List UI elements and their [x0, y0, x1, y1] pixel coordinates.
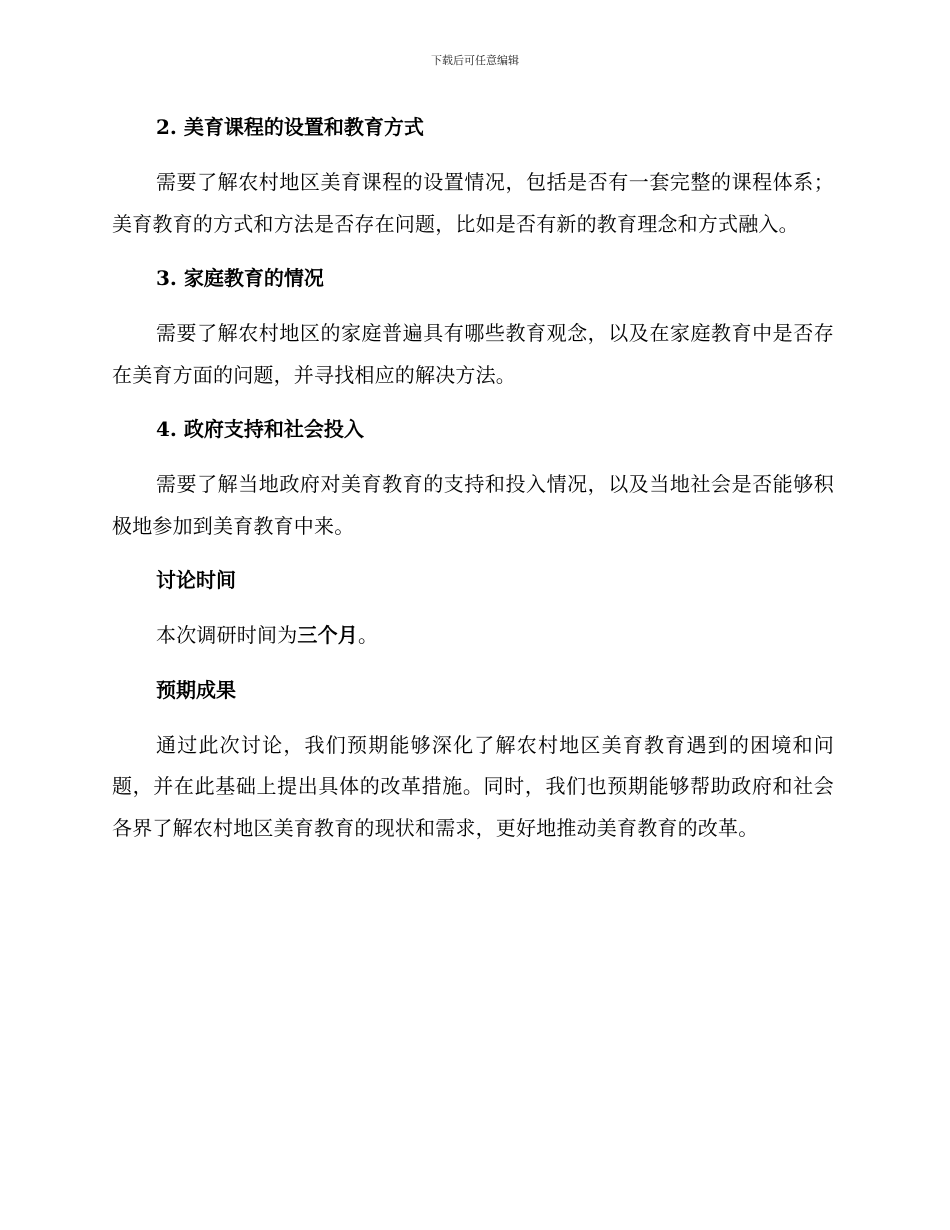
section-paragraph-curriculum: 需要了解农村地区美育课程的设置情况，包括是否有一套完整的课程体系；美育教育的方式和方法是否存在问题，比如是否有新的教育理念和方式融入。 [112, 170, 834, 236]
section-heading-family: 3. 家庭教育的情况 [156, 266, 324, 290]
document-body [112, 108, 834, 849]
time-text-duration: 三个月 [297, 623, 359, 647]
section-heading-time: 讨论时间 [156, 568, 236, 592]
section-heading-government: 4. 政府支持和社会投入 [156, 417, 364, 441]
time-text-suffix: 。 [358, 623, 379, 647]
section-paragraph-government: 需要了解当地政府对美育教育的支持和投入情况，以及当地社会是否能够积极地参加到美育教育中来。 [112, 472, 834, 538]
section-heading-curriculum: 2. 美育课程的设置和教育方式 [156, 115, 424, 139]
section-heading-results: 预期成果 [156, 677, 236, 702]
time-text-prefix: 本次调研时间为 [156, 623, 298, 647]
section-paragraph-time [112, 615, 834, 657]
section-paragraph-family: 需要了解农村地区的家庭普遍具有哪些教育观念，以及在家庭教育中是否存在美育方面的问题，并寻找相应的解决方法。 [112, 321, 834, 387]
page-header: 下载后可任意编辑 [431, 54, 519, 67]
section-paragraph-results: 通过此次讨论，我们预期能够深化了解农村地区美育教育遇到的困境和问题，并在此基础上提出具体的改革措施。同时，我们也预期能够帮助政府和社会各界了解农村地区美育教育的现状和需求，更好地推动美育教育的改革。 [112, 732, 834, 840]
